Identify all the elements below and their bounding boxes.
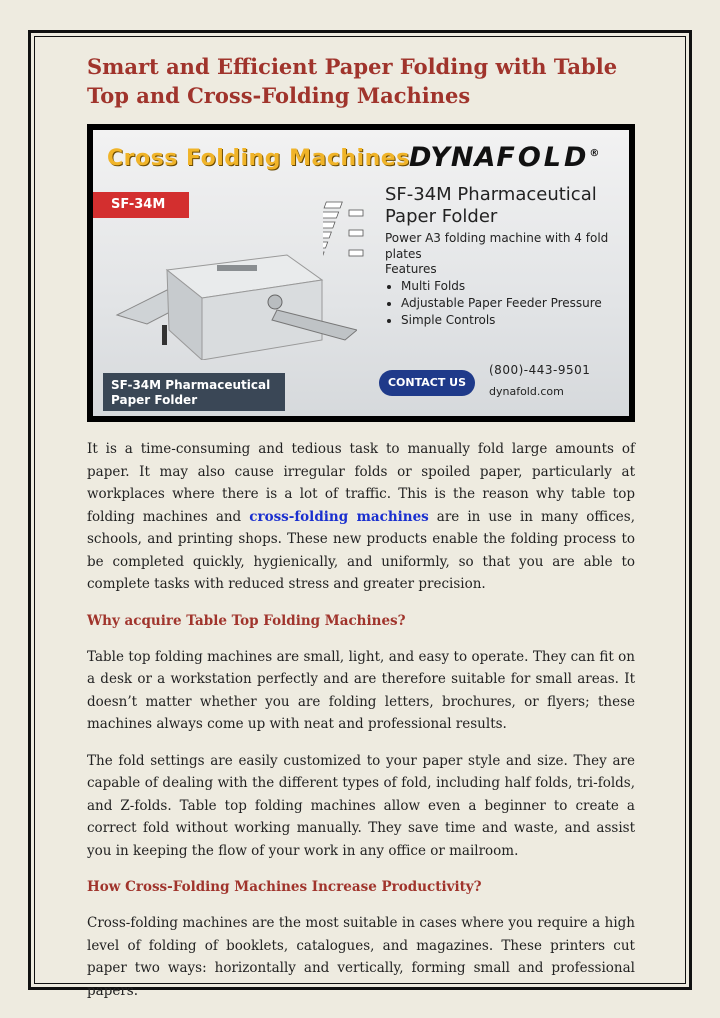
phone-number: (800)-443-9501 xyxy=(489,363,591,377)
article xyxy=(87,52,635,1016)
intro-text-end: are in use in many offices, schools, and printing shops. These new products enable the folding process to be completed quickly, hygienically, and uniformly, so that you are able to complete tasks with reduced stress and greater precision. xyxy=(87,508,636,592)
section-heading-table-top: Why acquire Table Top Folding Machines? xyxy=(87,612,406,629)
logo-dyna: DYNA xyxy=(409,142,497,173)
feature-item: • Multi Folds xyxy=(401,278,602,295)
article-body xyxy=(87,438,635,1002)
product-description: Power A3 folding machine with 4 fold plates xyxy=(385,231,609,261)
product-banner xyxy=(87,124,635,422)
banner-canvas xyxy=(93,130,629,416)
feature-item: • Simple Controls xyxy=(401,312,602,329)
website-url: dynafold.com xyxy=(489,385,564,398)
logo-fold: FOLD xyxy=(496,142,590,173)
feature-item: • Adjustable Paper Feeder Pressure xyxy=(401,295,602,312)
intro-paragraph xyxy=(87,438,635,596)
dynafold-logo xyxy=(409,142,600,173)
folder-machine-icon xyxy=(107,220,357,360)
model-tag: SF-34M xyxy=(93,192,189,218)
paragraph: Cross-folding machines are the most suitable in cases where you require a high level of folding of booklets, catalogues, and magazines. These printers cut paper two ways: horizontally and vertically, forming small and professional papers. xyxy=(87,915,635,999)
section-heading-cross-folding: How Cross-Folding Machines Increase Productivity? xyxy=(87,879,482,895)
paragraph: The fold settings are easily customized to your paper style and size. They are capable of dealing with the different types of fold, including half folds, tri-folds, and Z-folds. Table top folding machines allow even a beginner to create a correct fold without working manually. They save time and waste, and assist you in keeping the flow of your work in any office or mailroom. xyxy=(87,752,635,859)
paragraph: Table top folding machines are small, light, and easy to operate. They can fit on a desk or a workstation perfectly and are therefore suitable for small areas. It doesn’t matter whether you are folding letters, brochures, or flyers; these machines always come up with neat and professional results. xyxy=(87,648,635,732)
product-name-label: SF-34M Pharmaceutical Paper Folder xyxy=(103,373,285,411)
product-title: SF-34M Pharmaceutical Paper Folder xyxy=(385,184,597,227)
contact-us-button[interactable]: CONTACT US xyxy=(379,370,475,396)
cross-folding-link[interactable]: cross-folding machines xyxy=(249,508,429,525)
features-block xyxy=(385,262,602,329)
intro-text-start: It is a time-consuming and tedious task to manually fold large amounts of paper. It may also cause irregular folds or spoiled paper, particularly at workplaces where there is a lot of traffic. This is the reason why table top folding machines and xyxy=(87,441,635,525)
banner-heading: Cross Folding Machines xyxy=(107,146,410,171)
features-list xyxy=(385,278,602,329)
logo-registered: ® xyxy=(589,148,601,159)
features-heading: Features xyxy=(385,262,437,276)
page-title: Smart and Efficient Paper Folding with Table Top and Cross-Folding Machines xyxy=(87,54,618,108)
